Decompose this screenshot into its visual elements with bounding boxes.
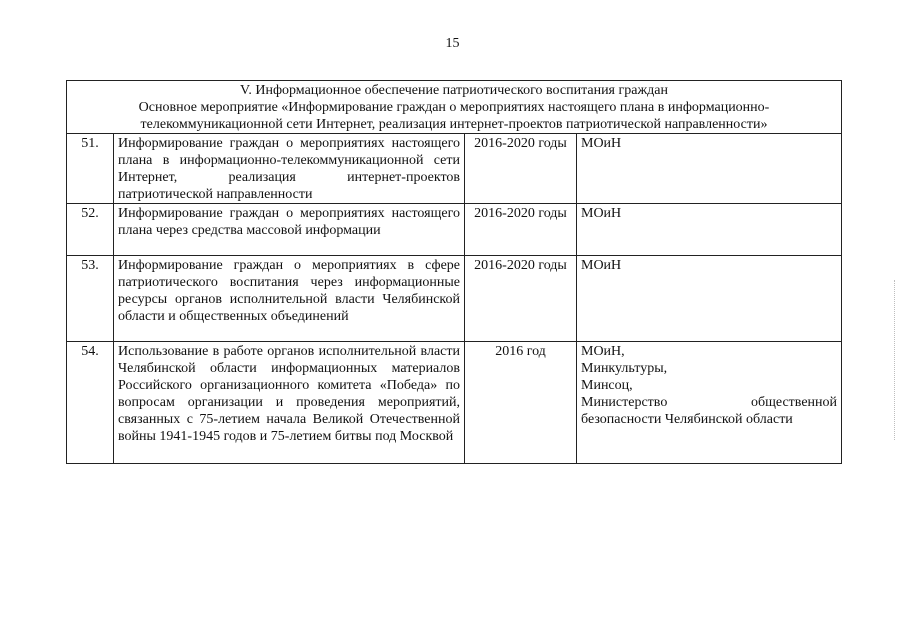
event-description: Информирование граждан о мероприятиях настоящего плана в информационно-телекоммуникационной сети Интернет, реализация интернет-проектов патриотической направленности: [114, 134, 465, 204]
event-period: 2016-2020 годы: [465, 256, 577, 342]
section-title: V. Информационное обеспечение патриотического воспитания граждан: [240, 83, 668, 98]
table-row: [67, 134, 842, 204]
executor: Минсоц,: [581, 378, 633, 393]
event-period: 2016 год: [465, 342, 577, 464]
event-executors: [577, 256, 842, 342]
table-row: [67, 342, 842, 464]
executor: МОиН,: [581, 344, 625, 359]
row-number: 54.: [67, 342, 114, 464]
executor: МОиН: [581, 206, 622, 221]
table-row: [67, 204, 842, 256]
executor: Минкультуры,: [581, 361, 668, 376]
executor: МОиН: [581, 136, 622, 151]
executor: Министерство общественной: [581, 395, 838, 410]
row-number: 51.: [67, 134, 114, 204]
event-description: Использование в работе органов исполнительной власти Челябинской области информационных материалов Российского организационного комитета «Победа» по вопросам организации и проведения мероприятий, связанных с 75-летием начала Великой Отечественной войны 1941-1945 годов и 75-летием битвы под Москвой: [114, 342, 465, 464]
event-period: 2016-2020 годы: [465, 134, 577, 204]
row-number: 52.: [67, 204, 114, 256]
page-number: 15: [445, 36, 460, 51]
executor: МОиН: [581, 258, 622, 273]
section-header-row: [67, 81, 842, 134]
scan-artifact: [894, 280, 897, 440]
event-executors: [577, 342, 842, 464]
event-description: Информирование граждан о мероприятиях настоящего плана через средства массовой информации: [114, 204, 465, 256]
event-executors: [577, 134, 842, 204]
event-description: Информирование граждан о мероприятиях в сфере патриотического воспитания через информационные ресурсы органов исполнительной власти Челябинской области и общественных объединений: [114, 256, 465, 342]
event-period: 2016-2020 годы: [465, 204, 577, 256]
plan-table: [66, 80, 842, 464]
table-row: [67, 256, 842, 342]
section-subtitle: Основное мероприятие «Информирование граждан о мероприятиях настоящего плана в информационно-телекоммуникационной сети Интернет, реализация интернет-проектов патриотической направленности»: [138, 100, 770, 132]
row-number: 53.: [67, 256, 114, 342]
event-executors: [577, 204, 842, 256]
section-header-cell: [67, 81, 842, 134]
executor: безопасности Челябинской области: [581, 412, 793, 427]
